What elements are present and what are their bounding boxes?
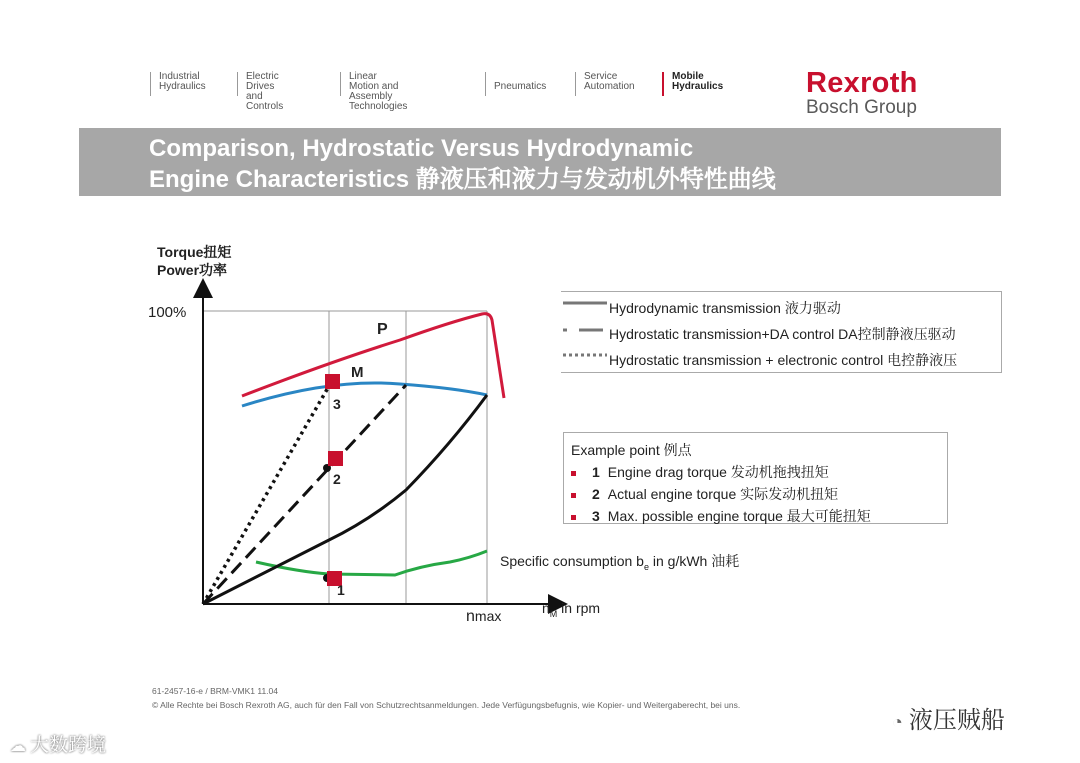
point-marker-2	[328, 451, 343, 466]
logo-group: Bosch Group	[806, 97, 917, 118]
nav-electric-drives[interactable]: Electric Drives and Controls	[237, 72, 283, 96]
legend-label: Hydrostatic transmission + electronic control 电控静液压	[609, 352, 958, 368]
footer-doc-id: 61-2457-16-e / BRM-VMK1 11.04	[152, 686, 278, 696]
x-axis-label-sub: M	[549, 608, 558, 619]
example-header: Example point 例点	[571, 442, 692, 458]
example-point-box	[563, 432, 948, 524]
example-item-text: Max. possible engine torque 最大可能扭矩	[607, 508, 871, 524]
legend-label: Hydrostatic transmission+DA control DA控制静液压驱动	[609, 326, 956, 342]
example-item-1	[571, 462, 829, 482]
logo-brand: Rexroth	[806, 67, 918, 99]
watermark-left	[10, 730, 106, 757]
point-number-3: 3	[333, 396, 341, 412]
nav-industrial-hydraulics[interactable]: Industrial Hydraulics	[150, 72, 206, 96]
y-tick-100: 100%	[148, 304, 187, 321]
consumption-label-unit: in g/kWh 油耗	[648, 553, 740, 569]
nav-linear-motion[interactable]: Linear Motion and Assembly Technologies	[340, 72, 407, 96]
power-curve-label: P	[377, 321, 388, 338]
example-item-3	[571, 506, 871, 526]
bullet-icon	[571, 471, 576, 476]
watermark-right-text: 液压贼船	[908, 707, 1005, 734]
x-axis-label-unit: in rpm	[557, 600, 601, 616]
example-item-text: Actual engine torque 实际发动机扭矩	[607, 486, 839, 502]
x-tick-sub: max	[474, 608, 502, 624]
x-axis-label-n: n	[542, 600, 550, 616]
point-marker-3	[325, 374, 340, 389]
consumption-label-text: Specific consumption b	[500, 553, 644, 569]
nav-mobile-hydraulics[interactable]: Mobile Hydraulics	[662, 72, 723, 96]
torque-curve	[242, 383, 487, 406]
page-title-line1: Comparison, Hydrostatic Versus Hydrodynamic	[149, 135, 694, 162]
x-tick-n: n	[466, 608, 475, 625]
x-tick-nmax	[466, 608, 501, 626]
legend	[561, 291, 1002, 373]
legend-item-electronic	[561, 346, 1001, 370]
example-item-num: 2	[592, 486, 600, 502]
watermark-right	[892, 700, 1005, 735]
watermark-chat-icon: ◔	[892, 712, 903, 732]
consumption-curve	[256, 551, 487, 575]
y-axis-label-power: Power功率	[157, 262, 228, 278]
example-item-2	[571, 484, 838, 504]
page-title-line2: Engine Characteristics 静液压和液力与发动机外特性曲线	[149, 166, 776, 193]
watermark-logo-icon: ☁	[10, 738, 26, 755]
consumption-label	[500, 551, 739, 572]
power-curve	[242, 314, 504, 398]
y-axis-label-torque: Torque扭矩	[157, 244, 232, 260]
footer-copyright: © Alle Rechte bei Bosch Rexroth AG, auch für den Fall von Schutzrechtsanmeldungen. Jede Verfügungsbefugnis, wie Kopier- und Weitergaberecht, bei uns.	[152, 700, 741, 710]
legend-label: Hydrodynamic transmission 液力驱动	[609, 300, 841, 316]
example-item-num: 1	[592, 464, 600, 480]
point-number-2: 2	[333, 471, 341, 487]
legend-item-hydrodynamic	[561, 294, 1001, 318]
nav-pneumatics[interactable]: Pneumatics	[485, 72, 546, 96]
x-axis-label	[542, 600, 600, 619]
hydrodynamic-line	[203, 395, 487, 604]
example-item-num: 3	[592, 508, 600, 524]
bullet-icon	[571, 515, 576, 520]
legend-item-hydrostatic-da	[561, 320, 1001, 344]
example-item-text: Engine drag torque 发动机拖拽扭矩	[607, 464, 829, 480]
watermark-left-text: 大数跨境	[30, 735, 107, 756]
consumption-label-sub: e	[643, 561, 649, 572]
torque-curve-label: M	[351, 364, 364, 381]
nav-service-automation[interactable]: Service Automation	[575, 72, 635, 96]
point-number-1: 1	[337, 582, 345, 598]
bullet-icon	[571, 493, 576, 498]
